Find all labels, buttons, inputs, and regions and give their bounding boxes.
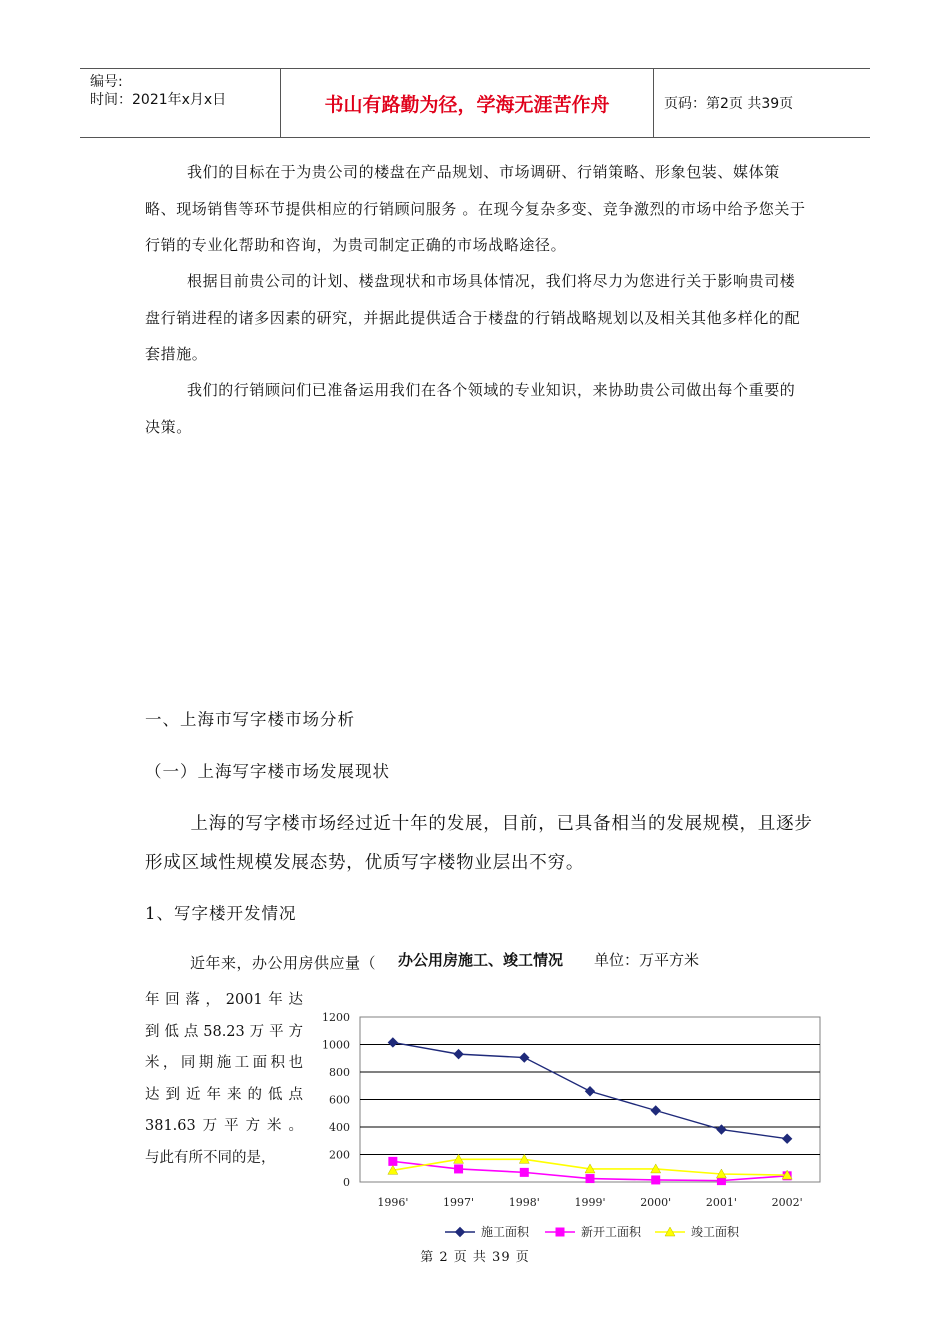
data-point	[586, 1175, 594, 1183]
development-heading: 1、写字楼开发情况	[145, 904, 297, 923]
legend-marker	[456, 1228, 465, 1237]
data-point	[520, 1168, 528, 1176]
x-tick-label: 2001'	[705, 1196, 737, 1209]
x-tick-label: 1999'	[574, 1196, 606, 1209]
side-text-line: 381.63万平方米。	[145, 1118, 303, 1134]
subsection-heading: （一）上海写字楼市场发展现状	[145, 762, 390, 781]
x-tick-label: 1996'	[377, 1196, 409, 1209]
side-text-column	[145, 985, 303, 1174]
intro-paragraph-1: 我们的目标在于为贵公司的楼盘在产品规划、市场调研、行销策略、形象包装、媒体策略、现场销售等环节提供相应的行销顾问服务 。在现今复杂多变、竞争激烈的市场中给予您关于行销的专业化帮助和咨询，为贵司制定正确的市场战略途径。	[145, 163, 806, 254]
market-status-paragraph: 上海的写字楼市场经过近十年的发展，目前，已具备相当的发展规模，且逐步形成区域性规模发展态势，优质写字楼物业层出不穷。	[145, 814, 813, 873]
side-text-line: 达到近年来的低点	[145, 1086, 303, 1103]
x-tick-label: 2000'	[640, 1196, 672, 1209]
header-motto: 书山有路勤为径，学海无涯苦作舟	[281, 69, 654, 137]
legend-label: 新开工面积	[581, 1225, 642, 1239]
header-page-info: 页码：第2页 共39页	[664, 96, 794, 112]
data-point	[389, 1157, 397, 1165]
legend-label: 施工面积	[481, 1225, 530, 1239]
side-text-line: 与此有所不同的是，	[145, 1149, 276, 1166]
line-chart	[310, 1005, 830, 1250]
supply-intro-text: 近年来，办公用房供应量（	[190, 954, 377, 972]
x-tick-label: 2002'	[771, 1196, 803, 1209]
y-tick-label: 400	[329, 1121, 350, 1134]
document-number-label: 编号:	[90, 74, 123, 90]
document-header	[80, 68, 870, 138]
x-tick-label: 1997'	[443, 1196, 475, 1209]
chart-title: 办公用房施工、竣工情况	[398, 951, 564, 969]
intro-paragraph-2: 根据目前贵公司的计划、楼盘现状和市场具体情况，我们将尽力为您进行关于影响贵司楼盘行销进程的诸多因素的研究，并据此提供适合于楼盘的行销战略规划以及相关其他多样化的配套措施。	[145, 272, 801, 363]
side-text-line: 米，同期施工面积也	[145, 1055, 303, 1071]
document-time-label: 时间：2021年x月x日	[90, 92, 227, 108]
side-text-line: 年回落，2001年达	[145, 992, 303, 1008]
intro-paragraph-3: 我们的行销顾问们已准备运用我们在各个领域的专业知识，来协助贵公司做出每个重要的决策。	[145, 381, 796, 436]
y-tick-label: 800	[329, 1066, 350, 1079]
x-tick-label: 1998'	[508, 1196, 540, 1209]
y-tick-label: 1000	[322, 1038, 350, 1052]
y-tick-label: 0	[343, 1176, 350, 1189]
side-text-line: 到低点58.23万平方	[145, 1023, 303, 1040]
page-footer: 第 2 页 共 39 页	[420, 1250, 530, 1265]
section-heading: 一、上海市写字楼市场分析	[145, 710, 355, 729]
y-tick-label: 600	[329, 1093, 350, 1107]
chart-unit-label: 单位：万平方米	[594, 951, 700, 969]
legend-label: 竣工面积	[691, 1225, 740, 1239]
y-tick-label: 200	[329, 1148, 350, 1162]
data-point	[652, 1176, 660, 1184]
data-point	[455, 1165, 463, 1173]
legend-marker	[556, 1228, 564, 1236]
y-tick-label: 1200	[322, 1011, 350, 1024]
header-meta-cell	[80, 69, 281, 137]
